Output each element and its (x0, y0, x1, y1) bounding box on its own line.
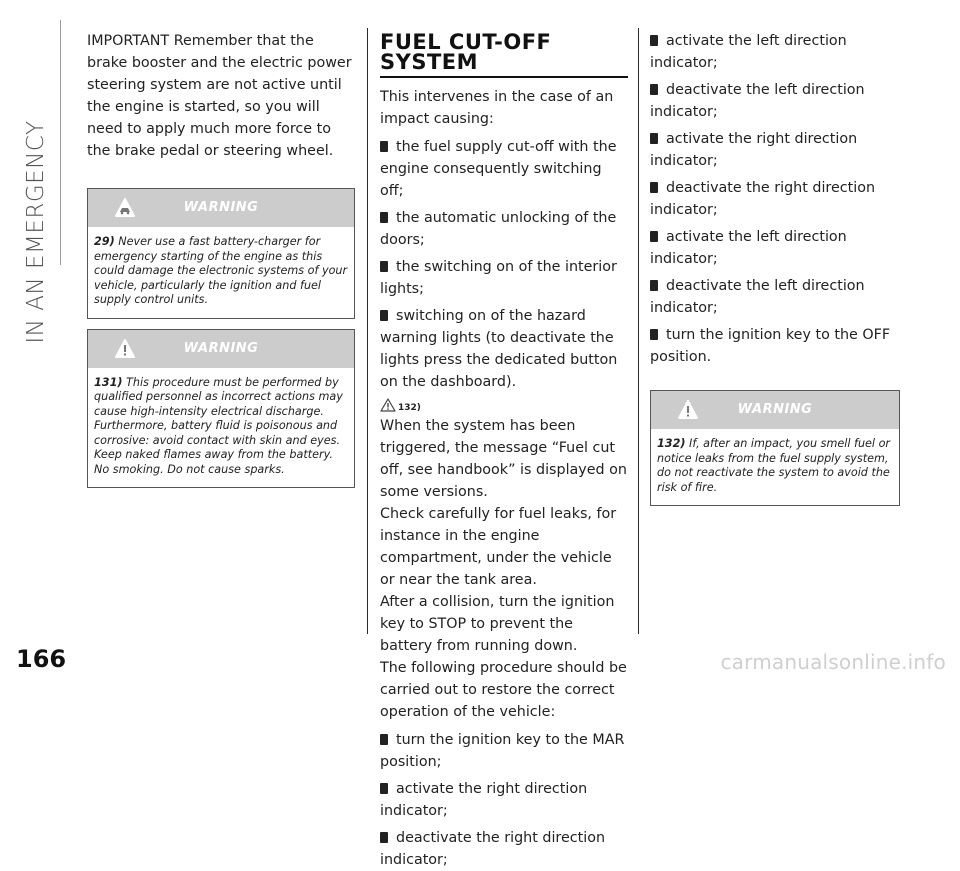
warning-header (88, 330, 354, 368)
bullet-icon (650, 84, 658, 95)
list-item: the switching on of the interior lights; (380, 259, 617, 297)
list-item: the automatic unlocking of the doors; (380, 210, 617, 248)
car-battery-icon (114, 196, 136, 222)
bullet-icon (380, 141, 388, 152)
warning-box (87, 329, 355, 489)
list-item: turn the ignition key to the MAR position; (380, 732, 625, 770)
section-heading: FUEL CUT-OFF SYSTEM (380, 32, 628, 78)
section-intro: This intervenes in the case of an impact causing: (380, 89, 614, 127)
warning-header (651, 391, 899, 429)
list-item: the fuel supply cut-off with the engine consequently switching off; (380, 139, 617, 199)
list-item: activate the right direction indicator; (650, 131, 858, 169)
column-2 (380, 28, 628, 871)
watermark: carmanualsonline.info (720, 650, 946, 674)
important-note: IMPORTANT Remember that the brake booster and the electric power steering system are not active until the engine is started, so you will need to apply much more force to the brake pedal or steering wheel. (87, 33, 352, 159)
warning-text: 132) If, after an impact, you smell fuel or notice leaks from the fuel supply system, do not reactivate the system to avoid the risk of fire. (657, 437, 891, 494)
procedure-text: When the system has been triggered, the message “Fuel cut off, see handbook” is displayed on some versions. Check carefully for fuel leaks, for instance in the engine compartment, under the vehicle or near the tank area. After a collision, turn the ignition key to STOP to prevent the battery from running down. The following procedure should be carried out to restore the correct operation of the vehicle: (380, 418, 627, 720)
sidebar-divider (60, 20, 61, 265)
bullet-icon (650, 35, 658, 46)
exclamation-warning-icon (114, 337, 136, 363)
warning-title: WARNING (183, 340, 259, 356)
warning-box (87, 188, 355, 319)
list-item: deactivate the left direction indicator; (650, 82, 865, 120)
warning-triangle-icon (380, 397, 396, 416)
list-item: turn the ignition key to the OFF position. (650, 327, 891, 365)
column-divider (638, 28, 639, 634)
bullet-icon (380, 783, 388, 794)
warning-text: 131) This procedure must be performed by qualified personnel as incorrect actions may cause high-intensity electrical discharge. Furthermore, battery fluid is poisonous and corrosive: avoid contact with skin and eyes. Keep naked flames away from the battery. No smoking. Do not cause sparks. (94, 375, 343, 476)
column-1 (87, 28, 355, 488)
list-item: activate the left direction indicator; (650, 229, 847, 267)
warning-text: 29) Never use a fast battery-charger for emergency starting of the engine as this could damage the electronic systems of your vehicle, particularly the ignition and fuel supply control units. (94, 235, 348, 306)
warning-ref: 131) (94, 375, 123, 389)
warning-header (88, 189, 354, 227)
list-item: switching on of the hazard warning lights (to deactivate the lights press the dedicated button on the dashboard). (380, 308, 618, 390)
bullet-icon (650, 133, 658, 144)
bullet-icon (650, 231, 658, 242)
exclamation-warning-icon (677, 398, 699, 424)
bullet-icon (380, 212, 388, 223)
list-item: deactivate the left direction indicator; (650, 278, 865, 316)
bullet-icon (650, 280, 658, 291)
warning-reference: 132) (380, 397, 628, 415)
bullet-icon (380, 261, 388, 272)
warning-ref: 29) (94, 235, 115, 248)
bullet-icon (650, 182, 658, 193)
list-item: activate the right direction indicator; (380, 781, 588, 819)
warning-box (650, 390, 900, 506)
list-item: deactivate the right direction indicator; (380, 830, 606, 868)
bullet-icon (650, 329, 658, 340)
list-item: deactivate the right direction indicator; (650, 180, 876, 218)
list-item: activate the left direction indicator; (650, 33, 847, 71)
column-divider (367, 28, 368, 634)
bullet-icon (380, 310, 388, 321)
bullet-icon (380, 734, 388, 745)
page-number: 166 (16, 645, 67, 673)
warning-title: WARNING (737, 402, 813, 417)
column-3 (650, 28, 900, 506)
warning-ref: 132) (657, 437, 686, 450)
bullet-icon (380, 832, 388, 843)
warning-title: WARNING (183, 200, 259, 215)
